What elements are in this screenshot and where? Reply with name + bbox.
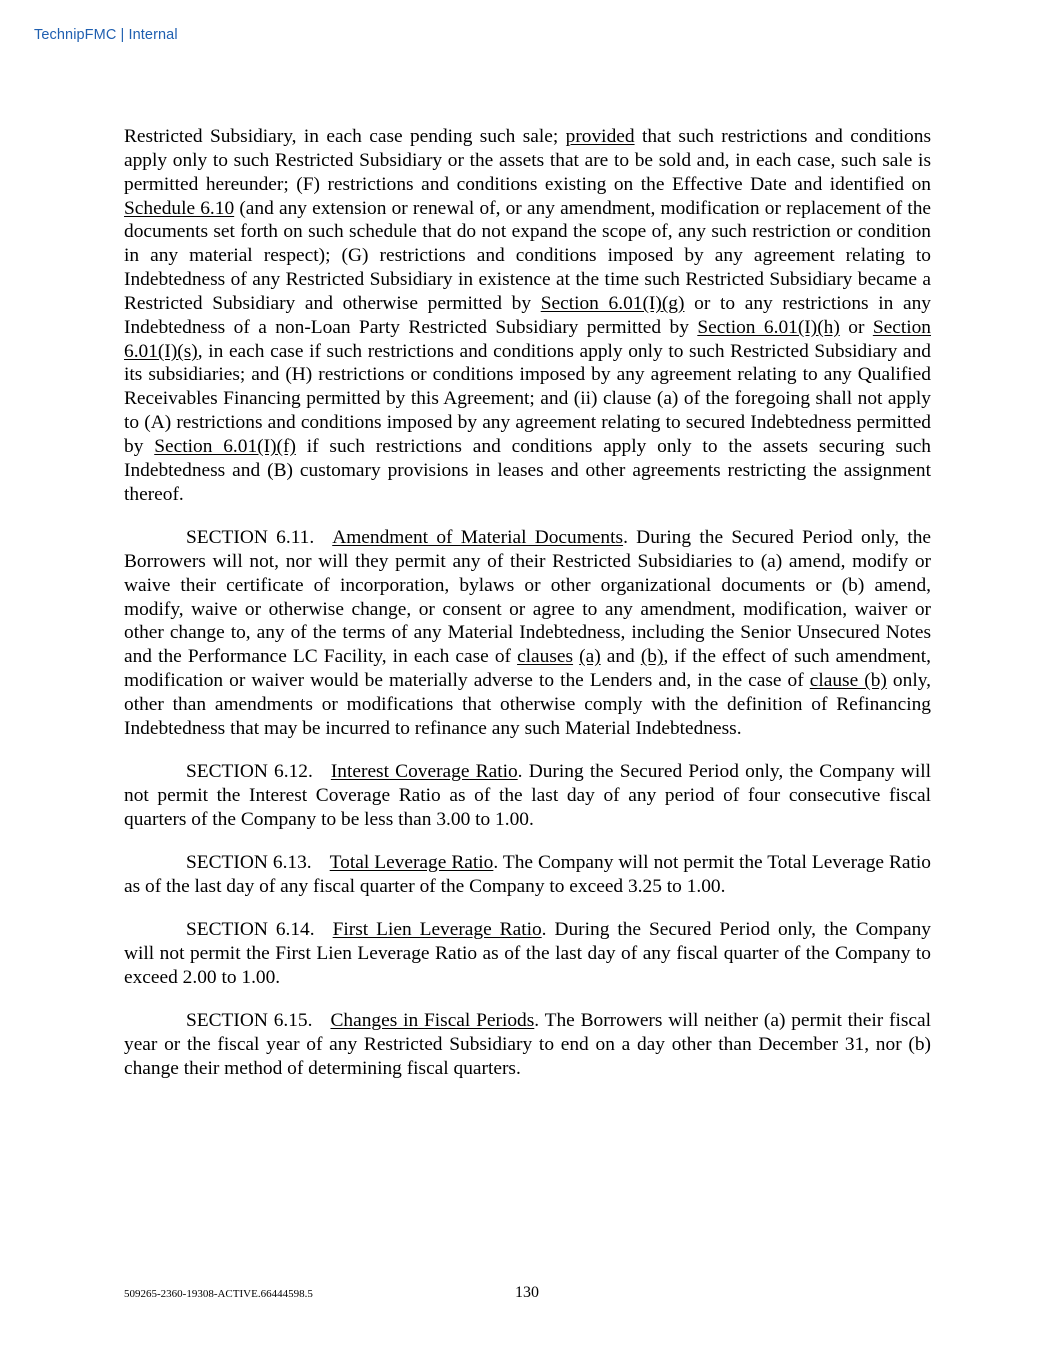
text-run: or: [839, 316, 873, 338]
reference-section-6-01-i-f: Section 6.01(I)(f): [154, 435, 296, 457]
section-number: SECTION 6.13.: [186, 852, 312, 874]
document-body: [124, 125, 931, 1100]
page-number: 130: [515, 1284, 539, 1301]
text-run: , in each case if such restrictions and conditions apply only to such Restricted Subsidiary and its subsidiaries; and (H) restrictions or conditions imposed by any agreement relating to any Qualified Receivables Financing permitted by this Agreement; and (ii) clause (a) of the foregoing shall not apply to (A) restrictions and conditions imposed by any agreement relating to secured Indebtedness permitted by: [124, 340, 931, 457]
text-run: and: [600, 646, 641, 668]
text-run: (and any extension or renewal of, or any amendment, modification or replacement of the documents set forth on such schedule that do not expand the scope of, any such restriction or condition in any material respect); (G) restrictions and conditions imposed by any agreement relating to Indebtedness of any Restricted Subsidiary in existence at the time such Restricted Subsidiary became a Restricted Subsidiary and otherwise permitted by: [124, 197, 932, 314]
section-number: SECTION 6.15.: [186, 1010, 313, 1032]
text-run: , if the effect of such amendment, modification or waiver would be materially adverse to the Lenders and, in the case of: [124, 646, 931, 692]
footer-document-id: 509265-2360-19308-ACTIVE.66444598.5: [124, 1288, 313, 1300]
reference-clause-b: (b): [640, 646, 664, 668]
section-number: SECTION 6.11.: [186, 527, 315, 548]
text-run: only, other than amendments or modifications that otherwise comply with the definition of Refinancing Indebtedness that may be incurred to refinance any such Material Indebtedness.: [124, 670, 931, 739]
text-run: or to any restrictions in any Indebtedness of a non-Loan Party Restricted Subsidiary permitted by: [124, 292, 931, 338]
section-6-14: [124, 918, 931, 990]
section-text: . During the Secured Period only, the Company will not permit the First Lien Leverage Ratio as of the last day of any fiscal quarter of the Company to exceed 2.00 to 1.00.: [124, 919, 931, 988]
section-number: SECTION 6.12.: [186, 761, 313, 783]
text-run: that such restrictions and conditions apply only to such Restricted Subsidiary or the assets that are to be sold and, in each case, such sale is permitted hereunder; (F) restrictions and conditions existing on the Effective Date and identified on: [124, 126, 931, 195]
section-title: First Lien Leverage Ratio: [332, 919, 542, 941]
section-number: SECTION 6.14.: [186, 919, 315, 941]
section-text: . The Borrowers will neither (a) permit their fiscal year or the fiscal year of any Restricted Subsidiary to end on a day other than December 31, nor (b) change their method of determining fiscal quarters.: [124, 1010, 931, 1080]
text-run: if such restrictions and conditions apply only to the assets securing such Indebtedness and (B) customary provisions in leases and other agreements restricting the assignment thereof.: [124, 435, 931, 505]
section-title: Changes in Fiscal Periods: [330, 1010, 535, 1032]
section-6-11: [124, 526, 931, 741]
section-text: . The Company will not permit the Total Leverage Ratio as of the last day of any fiscal quarter of the Company to exceed 3.25 to 1.00.: [124, 852, 931, 897]
section-title: Total Leverage Ratio: [329, 852, 494, 874]
reference-clauses: clauses: [517, 646, 574, 668]
reference-clause-b-only: clause (b): [809, 670, 887, 692]
section-6-15: [124, 1009, 931, 1081]
text-run: . During the Secured Period only, the Borrowers will not, nor will they permit any of their Restricted Subsidiaries to (a) amend, modify or waive their certificate of incorporation, bylaws or other organizational documents or (b) amend, modify, waive or otherwise change, or consent or agree to any amendment, modification, waiver or other change to, any of the terms of any Material Indebtedness, including the Senior Unsecured Notes and the Performance LC Facility, in each case of: [124, 527, 932, 668]
reference-section-6-01-i-s: Section 6.01(I)(s): [124, 316, 931, 362]
text-run: Restricted Subsidiary, in each case pending such sale;: [124, 126, 566, 147]
reference-schedule-6-10: Schedule 6.10: [124, 197, 235, 219]
reference-section-6-01-i-g: Section 6.01(I)(g): [540, 292, 685, 314]
section-text: . During the Secured Period only, the Company will not permit the Interest Coverage Ratio as of the last day of any period of four consecutive fiscal quarters of the Company to be less than 3.00 to 1.00.: [124, 761, 932, 830]
reference-section-6-01-i-h: Section 6.01(I)(h): [697, 316, 840, 338]
section-title: Amendment of Material Documents: [332, 527, 624, 548]
term-provided: provided: [565, 126, 635, 147]
paragraph-continuation: [124, 125, 931, 507]
section-6-13: [124, 851, 931, 899]
section-6-12: [124, 760, 931, 832]
section-title: Interest Coverage Ratio: [330, 761, 518, 783]
reference-clause-a: (a): [579, 646, 601, 668]
classification-label: TechnipFMC | Internal: [34, 27, 178, 43]
